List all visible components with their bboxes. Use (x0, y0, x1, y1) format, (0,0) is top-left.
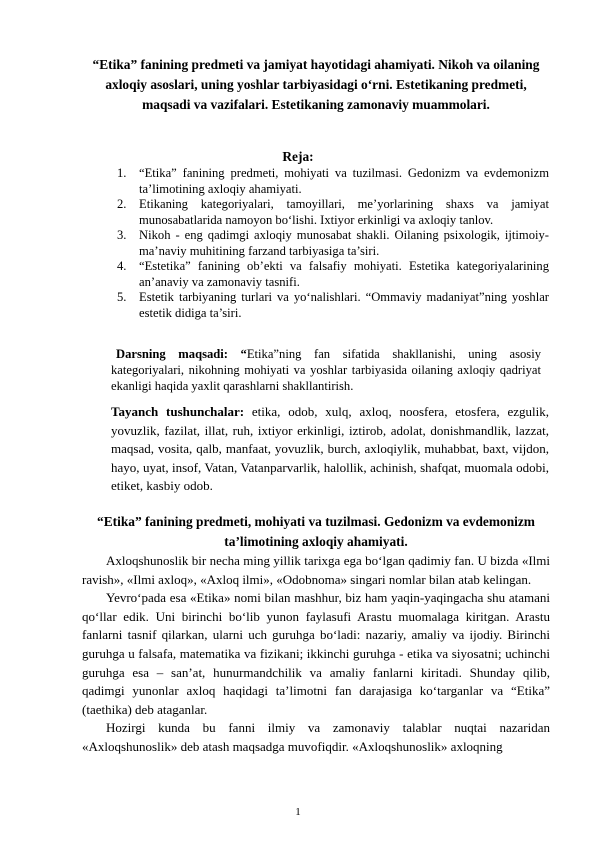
section-heading: “Etika” fanining predmeti, mohiyati va tuzilmasi. Gedonizm va evdemonizm ta’limotining axloqiy ahamiyati. (97, 514, 535, 549)
plan-item-text: Etikaning kategoriyalari, tamoyillari, me’yorlarining shaxs va jamiyat munosabatlarida namoyon bo‘lishi. Ixtiyor erkinligi va axloqiy tanlov. (139, 197, 549, 227)
lesson-goal-text: Etika”ning fan sifatida shakllanishi, uning asosiy kategoriyalari, nikohning mohiyati va yoshlar tarbiyasida oilaning axloqiy qadriyat ekanligi haqida yaxlit qarashlarni shakllantirish. (111, 347, 542, 393)
plan-list (117, 166, 549, 321)
lesson-goal-label: Darsning maqsadi: “ (116, 347, 247, 361)
body-paragraph: Yevro‘pada esa «Etika» nomi bilan mashhur, biz ham yaqin-yaqingacha shu atamani qo‘llar edik. Uni birinchi bo‘lib yunon faylasufi Arastu muomalaga kiritgan. Arastu fanlarni tasnif qilarkan, ularni uch guruhga bo‘ladi: nazariy, amaliy va ijodiy. Birinchi guruhga u falsafa, matematika va fizikani; ikkinchi guruhga - etika va siyosatni; uchinchi guruhga esa – san’at, hunurmandchilik va amaliy fanlarni kiritadi. Shunday qilib, qadimgi yunonlar axloq haqidagi ta’limotni fan darajasiga ko‘targanlar va “Etika” (taethika) deb ataganlar. (82, 590, 550, 717)
plan-item-text: Nikoh - eng qadimgi axloqiy munosabat shakli. Oilaning psixologik, ijtimoiy-ma’naviy muhitining farzand tarbiyasiga ta’siri. (139, 228, 549, 258)
body-paragraph: Axloqshunoslik bir necha ming yillik tarixga ega bo‘lgan qadimiy fan. U bizda «Ilmi ravish», «Ilmi axloq», «Axloq ilmi», «Odobnoma» singari nomlar bilan atab kelingan. (82, 553, 550, 587)
document-title: “Etika” fanining predmeti va jamiyat hayotidagi ahamiyati. Nikoh va oilaning axloqiy asoslari, uning yoshlar tarbiyasidagi o‘rni. Estetikaning predmeti, maqsadi va vazifalari. Estetikaning zamonaviy muammolari. (92, 57, 540, 112)
plan-item-number: 3. (117, 228, 127, 242)
plan-item (117, 259, 549, 290)
body-paragraph: Hozirgi kunda bu fanni ilmiy va zamonaviy talablar nuqtai nazaridan «Axloqshunoslik» deb atash maqsadga muvofiqdir. «Axloqshunoslik» axloqning (82, 720, 550, 754)
key-concepts-label: Tayanch tushunchalar: (111, 404, 245, 419)
key-concepts-text: etika, odob, xulq, axloq, noosfera, etosfera, ezgulik, yovuzlik, fazilat, illat, ruh, ixtiyor erkinligi, iztirob, adolat, donishmandlik, lazzat, maqsad, vosita, qalb, manfaat, yovuzlik, burch, axloqiylik, muhabbat, baxt, vijdon, hayo, uyat, insof, Vatan, Vatanparvarlik, halollik, achinish, shafqat, muomala odobi, etiket, kasbiy odob. (111, 404, 549, 494)
plan-item-text: “Estetika” fanining ob’ekti va falsafiy mohiyati. Estetika kategoriyalarining an’anaviy va zamonaviy tasnifi. (139, 259, 549, 289)
plan-item-number: 1. (117, 166, 127, 180)
plan-item (117, 197, 549, 228)
plan-item-text: Estetik tarbiyaning turlari va yo‘nalishlari. “Ommaviy madaniyat”ning yoshlar estetik didiga ta’siri. (139, 290, 549, 320)
plan-item-number: 4. (117, 259, 127, 273)
lesson-goal (111, 346, 541, 394)
plan-item-number: 5. (117, 290, 127, 304)
plan-item (117, 228, 549, 259)
plan-item (117, 290, 549, 321)
plan-item-number: 2. (117, 197, 127, 211)
plan-item-text: “Etika” fanining predmeti, mohiyati va tuzilmasi. Gedonizm va evdemonizm ta’limotining axloqiy ahamiyati. (139, 166, 549, 196)
plan-heading: Reja: (282, 149, 314, 164)
plan-item (117, 166, 549, 197)
key-concepts (111, 403, 549, 496)
body-text (82, 552, 550, 757)
page-number: 1 (295, 806, 301, 818)
